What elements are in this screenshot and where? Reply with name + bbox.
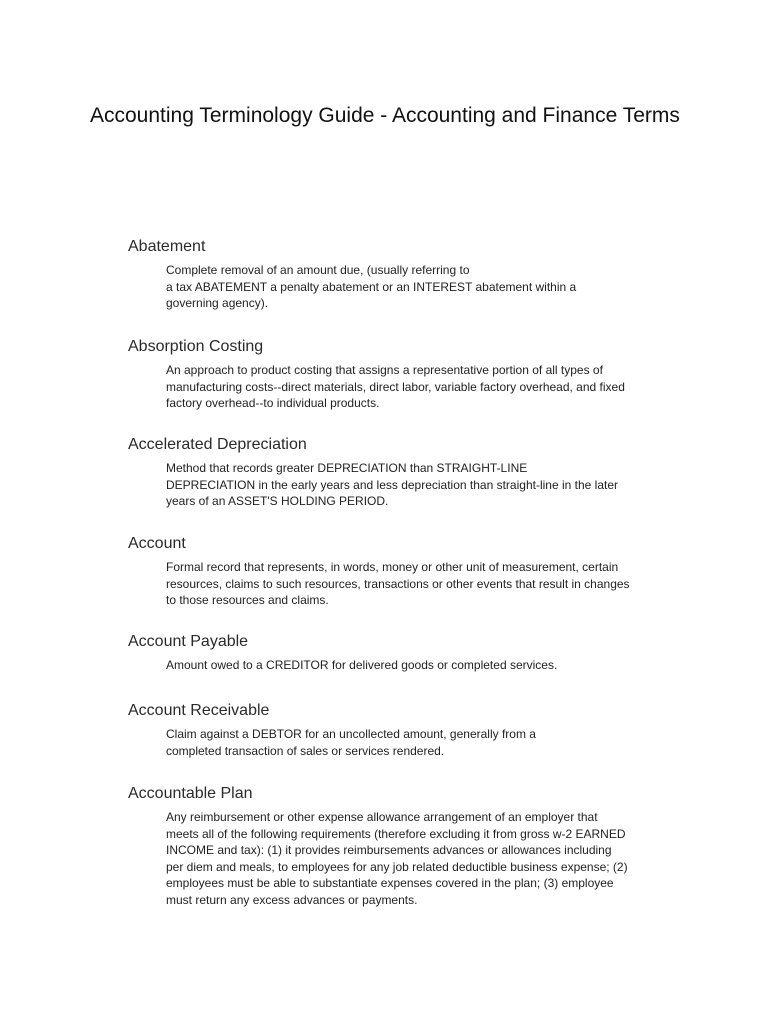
term-heading: Account [128,535,186,552]
term-definition: An approach to product costing that assigns a representative portion of all types of manufacturing costs--direct materials, direct labor, variable factory overhead, and fixed factory overhead--to individual products. [166,363,625,410]
term-definition: Amount owed to a CREDITOR for delivered goods or completed services. [166,658,558,672]
term-definition: Any reimbursement or other expense allowance arrangement of an employer that meets all of the following requirements (therefore excluding it from gross w-2 EARNED INCOME and tax): (1) it provides reimbursements advances or allowances including per diem and meals, to employees for any job related deductible business expense; (2) employees must be able to substantiate expenses covered in the plan; (3) employee must return any excess advances or payments. [166,810,628,907]
term-heading: Abatement [128,238,206,255]
term-heading: Accelerated Depreciation [128,436,307,453]
term-heading: Absorption Costing [128,338,264,355]
term-definition: Claim against a DEBTOR for an uncollected amount, generally from a completed transaction of sales or services rendered. [166,727,536,758]
term-heading: Account Payable [128,633,249,650]
term-definition: Complete removal of an amount due, (usually referring to a tax ABATEMENT a penalty abatement or an INTEREST abatement within a governing agency). [166,263,577,310]
term-definition: Method that records greater DEPRECIATION than STRAIGHT-LINE DEPRECIATION in the early years and less depreciation than straight-line in the later years of an ASSET'S HOLDING PERIOD. [166,461,618,508]
term-heading: Account Receivable [128,702,270,719]
document-title: Accounting Terminology Guide - Accounting and Finance Terms [90,104,680,127]
term-heading: Accountable Plan [128,785,253,802]
term-definition: Formal record that represents, in words, money or other unit of measurement, certain resources, claims to such resources, transactions or other events that result in changes to those resources and claims. [166,560,630,607]
